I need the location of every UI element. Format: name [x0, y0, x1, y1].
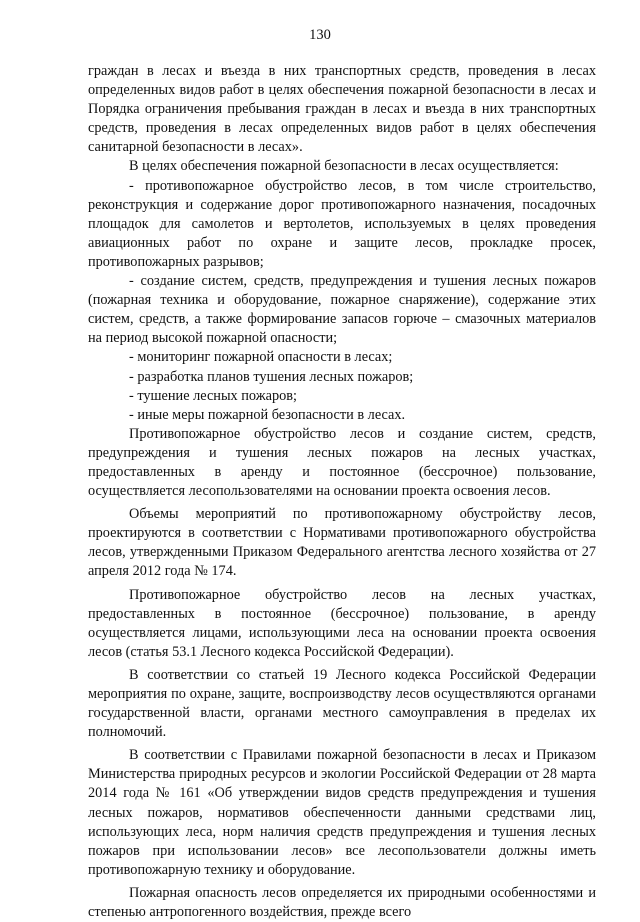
paragraph-fire-safety-intro: В целях обеспечения пожарной безопасности в лесах осуществляется:: [129, 158, 559, 175]
paragraph-standards: Объемы мероприятий по противопожарному обустройству лесов, проектируются в соответствии с Нормативами противопожарного обустройства лесов, утвержденными Приказом Федерального агентства лесного хозяйства от 27 апреля 2012 года № 174.: [88, 506, 596, 580]
document-body: [88, 62, 596, 922]
paragraph-permanent-use: Противопожарное обустройство лесов на лесных участках, предоставленных в постоянное (бессрочное) пользование, в аренду осуществляется лицами, использующими леса на основании проекта освоения лесов (статья 53.1 Лесного кодекса Российской Федерации).: [88, 586, 596, 660]
list-item-extinguishing: - тушение лесных пожаров;: [129, 387, 297, 404]
list-item-plans: - разработка планов тушения лесных пожаров;: [129, 368, 414, 385]
paragraph-fire-danger: Пожарная опасность лесов определяется их природными особенностями и степенью антропогенного воздействия, прежде всего: [88, 884, 596, 921]
list-item-fire-systems: - создание систем, средств, предупреждения и тушения лесных пожаров (пожарная техника и оборудование, пожарное снаряжение), содержание этих систем, средств, а также формирование запасов горюче – смазочных материалов на период высокой пожарной опасности;: [88, 273, 596, 347]
page-number: 130: [309, 27, 331, 43]
paragraph-article-19: В соответствии со статьей 19 Лесного кодекса Российской Федерации мероприятия по охране, защите, воспроизводству лесов осуществляются органами государственной власти, органами местного самоуправления в пределах их полномочий.: [88, 666, 596, 741]
list-item-monitoring: - мониторинг пожарной опасности в лесах;: [129, 349, 393, 366]
paragraph-order-161: В соответствии с Правилами пожарной безопасности в лесах и Приказом Министерства природных ресурсов и экологии Российской Федерации от 28 марта 2014 года № 161 «Об утверждении видов средств предупреждения и тушения лесных пожаров, нормативов обеспеченности данными средствами лиц, использующих леса, норм наличия средств предупреждения и тушения лесных пожаров при использовании лесов» все лесопользователи должны иметь противопожарную технику и оборудование.: [88, 747, 596, 878]
paragraph-lease-obligations: Противопожарное обустройство лесов и создание систем, средств, предупреждения и тушения лесных пожаров на лесных участках, предоставленных в аренду и постоянное (бессрочное) пользование, осуществляется лесопользователями на основании проекта освоения лесов.: [88, 425, 596, 500]
paragraph-continuation: граждан в лесах и въезда в них транспортных средств, проведения в лесах определенных видов работ в целях обеспечения пожарной безопасности в лесах и Порядка ограничения пребывания граждан в лесах и въезда в них транспортных средств, проведения в лесах определенных видов работ в целях обеспечения санитарной безопасности в лесах».: [88, 63, 596, 156]
list-item-other-measures: - иные меры пожарной безопасности в лесах.: [129, 406, 406, 423]
list-item-fire-infrastructure: - противопожарное обустройство лесов, в том числе строительство, реконструкция и содержание дорог противопожарного назначения, посадочных площадок для самолетов и вертолетов, используемых в целях проведения авиационных работ по охране и защите лесов, прокладке просек, противопожарных разрывов;: [88, 177, 596, 270]
